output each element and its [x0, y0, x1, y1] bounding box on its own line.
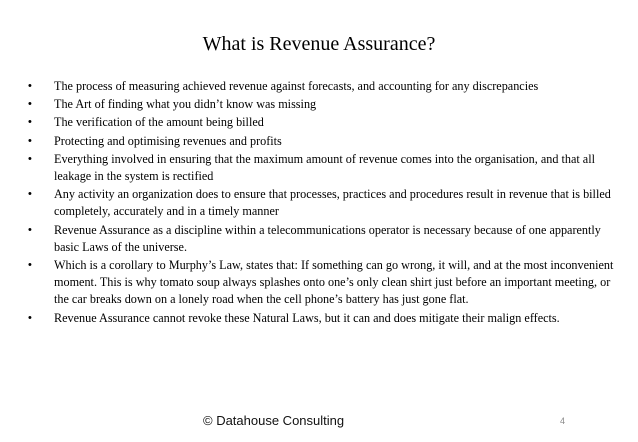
copyright-text: © Datahouse Consulting [203, 413, 345, 428]
slide-title: What is Revenue Assurance? [202, 33, 436, 55]
bullet-icon: • [28, 259, 32, 272]
bullet-text: Revenue Assurance as a discipline within a telecommunications operator is necessary because of one apparently basic Laws of the universe. [54, 222, 601, 254]
bullet-icon: • [28, 311, 32, 324]
bullet-text: Revenue Assurance cannot revoke these Natural Laws, but it can and does mitigate their malign effects. [54, 310, 560, 325]
bullet-item [24, 96, 616, 113]
slide-footer [0, 412, 638, 430]
bullet-text: The verification of the amount being billed [54, 115, 264, 130]
bullet-icon: • [28, 80, 32, 92]
bullet-icon: • [28, 134, 32, 147]
bullet-text: Which is a corollary to Murphy’s Law, states that: If something can go wrong, it will, and at the most inconvenient moment. This is why tomato soup always splashes onto one’s only clean shirt just before an important meeting, or the car breaks down on a lonely road when the cell phone’s battery has just gone flat. [54, 258, 614, 307]
bullet-text: Any activity an organization does to ensure that processes, practices and procedures result in revenue that is billed completely, accurately and in a timely manner [54, 187, 611, 219]
bullet-icon: • [28, 152, 32, 165]
bullet-item [24, 78, 616, 95]
bullet-list [24, 78, 616, 328]
bullet-item [24, 186, 616, 220]
bullet-item [24, 222, 616, 256]
bullet-item [24, 151, 616, 185]
bullet-text: Everything involved in ensuring that the maximum amount of revenue comes into the organisation, and that all leakage in the system is rectified [54, 151, 595, 184]
bullet-item [24, 133, 616, 150]
bullet-icon: • [28, 98, 32, 111]
bullet-icon: • [28, 223, 32, 236]
bullet-text: Protecting and optimising revenues and profits [54, 133, 282, 148]
page-number: 4 [560, 416, 566, 426]
bullet-item [24, 257, 616, 309]
bullet-item [24, 114, 616, 131]
bullet-text: The Art of finding what you didn’t know was missing [54, 97, 317, 112]
bullet-item [24, 310, 616, 327]
bullet-icon: • [28, 188, 32, 201]
bullet-text: The process of measuring achieved revenue against forecasts, and accounting for any discrepancies [54, 79, 539, 93]
bullet-icon: • [28, 116, 32, 129]
